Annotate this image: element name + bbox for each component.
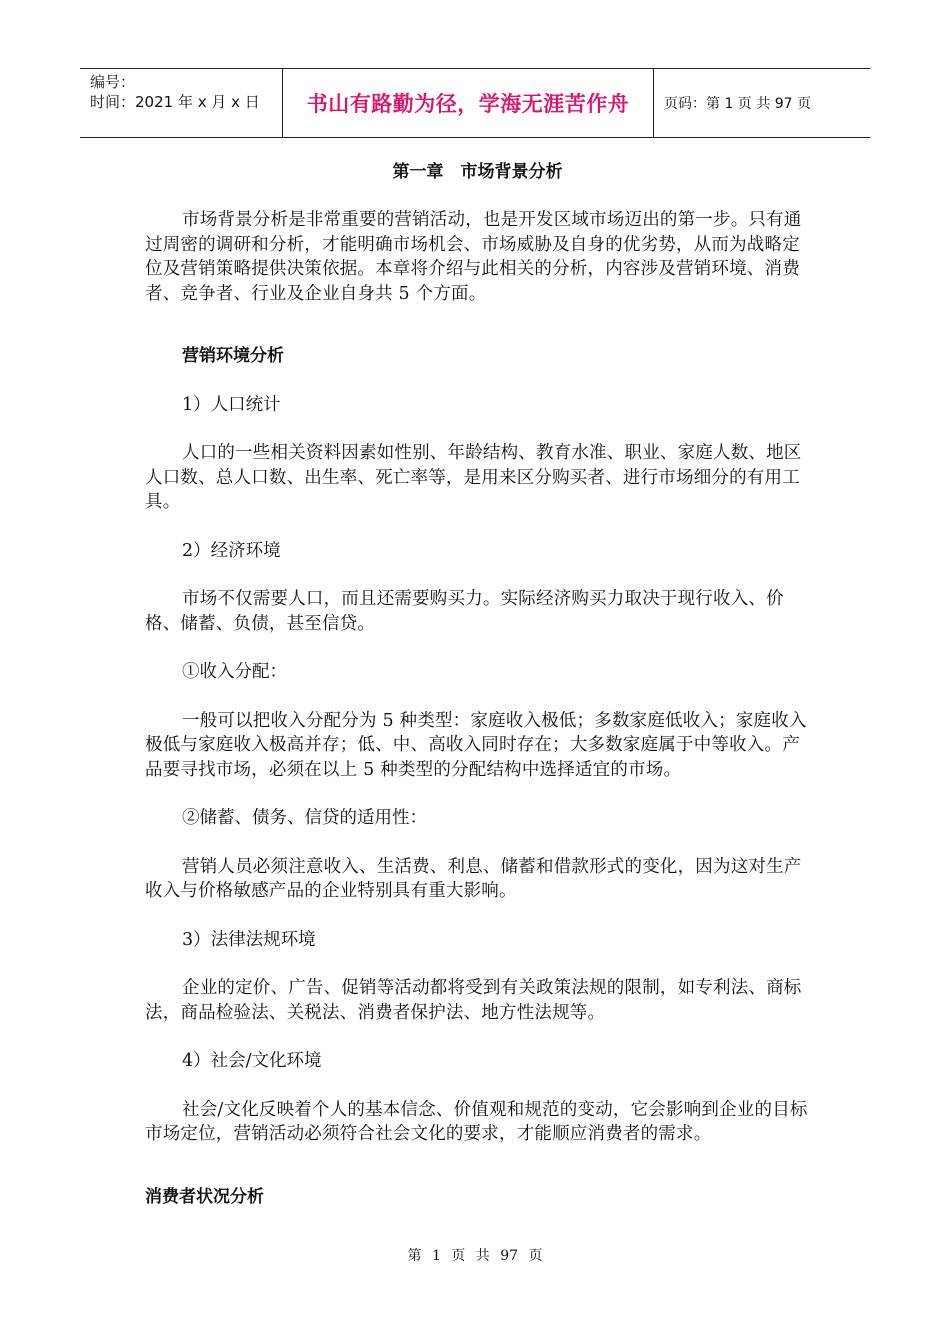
item-title-social-culture: 4）社会/文化环境 bbox=[182, 1051, 322, 1071]
item-title-economy: 2）经济环境 bbox=[182, 540, 281, 561]
page-footer: 第 1 页 共 97 页 bbox=[407, 1248, 543, 1264]
item-text-savings-debt: 营销人员必须注意收入、生活费、利息、储蓄和借款形式的变化，因为这对生产收入与价格敏感产品的企业特别具有重大影响。 bbox=[145, 856, 802, 901]
number-label: 编号： bbox=[90, 73, 136, 91]
item-text-population: 人口的一些相关资料因素如性别、年龄结构、教育水准、职业、家庭人数、地区人口数、总人口数、出生率、死亡率等，是用来区分购买者、进行市场细分的有用工具。 bbox=[145, 443, 802, 512]
time-label: 时间：2021 年 x 月 x 日 bbox=[90, 93, 260, 111]
item-text-legal: 企业的定价、广告、促销等活动都将受到有关政策法规的限制，如专利法、商标法，商品检验法、关税法、消费者保护法、地方性法规等。 bbox=[145, 978, 802, 1023]
intro-paragraph: 市场背景分析是非常重要的营销活动，也是开发区域市场迈出的第一步。只有通过周密的调研和分析，才能明确市场机会、市场威胁及自身的优劣势，从而为战略定位及营销策略提供决策依据。本章将介绍与此相关的分析，内容涉及营销环境、消费者、竞争者、行业及企业自身共 5 个方面。 bbox=[145, 210, 802, 304]
item-title-legal: 3）法律法规环境 bbox=[182, 929, 316, 950]
item-title-savings-debt: ②储蓄、债务、信贷的适用性： bbox=[182, 808, 427, 828]
item-title-income-distribution: ①收入分配： bbox=[182, 662, 287, 682]
header-meta bbox=[80, 69, 282, 137]
chapter-title: 第一章 市场背景分析 bbox=[392, 162, 563, 182]
document-body bbox=[145, 158, 810, 1209]
item-text-social-culture: 社会/文化反映着个人的基本信念、价值观和规范的变动，它会影响到企业的目标市场定位，营销活动必须符合社会文化的要求，才能顺应消费者的需求。 bbox=[145, 1099, 808, 1144]
document-header bbox=[80, 68, 870, 138]
header-motto: 书山有路勤为径，学海无涯苦作舟 bbox=[282, 69, 654, 137]
header-page-info: 页码：第 1 页 共 97 页 bbox=[664, 96, 811, 112]
section-title-marketing-environment: 营销环境分析 bbox=[182, 346, 284, 366]
item-text-economy: 市场不仅需要人口，而且还需要购买力。实际经济购买力取决于现行收入、价格、储蓄、负债，甚至信贷。 bbox=[145, 589, 784, 634]
section-title-consumer-analysis: 消费者状况分析 bbox=[145, 1186, 264, 1207]
item-text-income-distribution: 一般可以把收入分配分为 5 种类型：家庭收入极低；多数家庭低收入；家庭收入极低与家庭收入极高并存；低、中、高收入同时存在；大多数家庭属于中等收入。产品要寻找市场，必须在以上 5 种类型的分配结构中选择适宜的市场。 bbox=[145, 710, 807, 780]
item-title-population: 1）人口统计 bbox=[182, 394, 281, 415]
